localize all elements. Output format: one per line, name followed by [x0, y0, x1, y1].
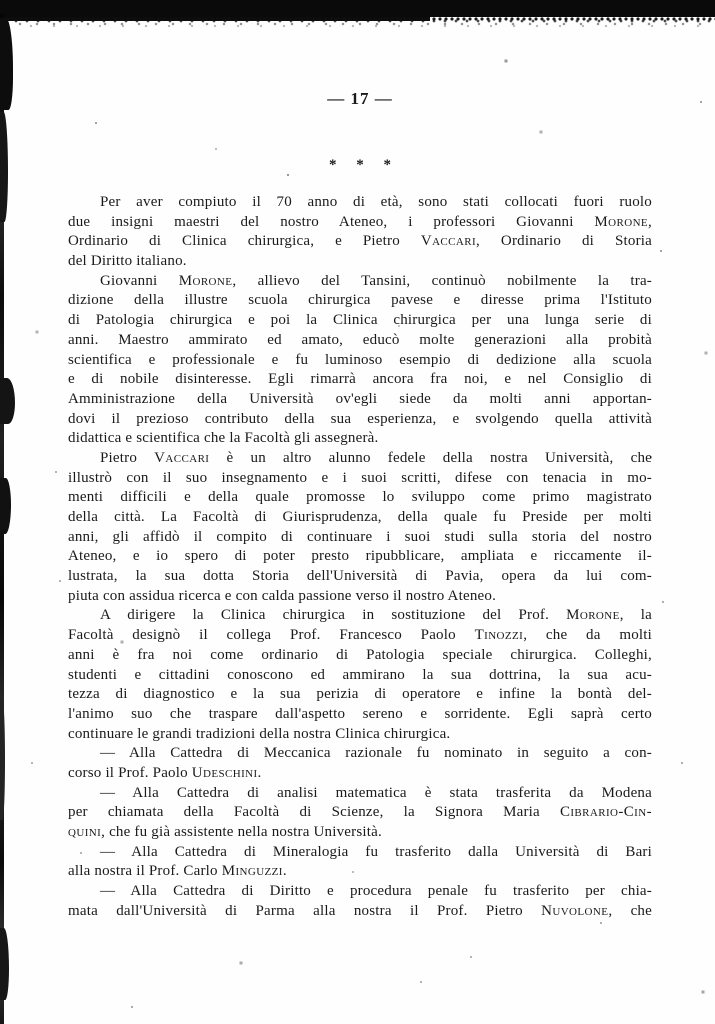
text-line: studenti e cittadini conoscono ed ammirano la sua dottrina, la sua acu-: [68, 666, 652, 683]
text-line: corso il Prof. Paolo Udeschini.: [68, 764, 262, 781]
text-line: Pietro Vaccari è un altro alunno fedele della nostra Università, che: [100, 449, 652, 466]
text-line: Amministrazione della Università ov'egli siede da molti anni apportan-: [68, 390, 652, 407]
text-line: Ordinario di Clinica chirurgica, e Pietro Vaccari, Ordinario di Storia: [68, 233, 652, 250]
scan-binding-blob: [0, 112, 8, 222]
text-line: l'animo suo che traspare dall'aspetto sereno e sorridente. Egli saprà certo: [68, 705, 652, 722]
text-line: Facoltà designò il collega Prof. Francesco Paolo Tinozzi, che da molti: [68, 627, 652, 644]
text-line: — Alla Cattedra di Diritto e procedura penale fu trasferito per chia-: [100, 883, 652, 900]
paragraph: [68, 744, 652, 783]
text-line: didattica e scientifica che la Facoltà gli assegnerà.: [68, 430, 379, 447]
text-line: Giovanni Morone, allievo del Tansini, continuò nobilmente la tra-: [100, 272, 652, 289]
person-name-smallcaps: Udeschini: [191, 764, 258, 781]
scan-binding-blob: [0, 478, 11, 534]
person-name-smallcaps: Morone: [178, 272, 233, 289]
page-number: — 17 —: [327, 89, 393, 108]
text-line: di Patologia chirurgica e poi la Clinica chirurgica per una lunga serie di: [68, 312, 652, 329]
paragraph: [68, 606, 652, 744]
person-name-smallcaps: Cibrario-Cin-: [559, 804, 652, 821]
text-line: alla nostra il Prof. Carlo Minguzzi.: [68, 863, 287, 880]
text-line: per chiamata della Facoltà di Scienze, la Signora Maria Cibrario-Cin-: [68, 804, 652, 821]
paragraph: [68, 784, 652, 843]
text-line: scientifica e professionale e fu luminoso esempio di dedizione alla scuola: [68, 351, 652, 368]
paragraph: [68, 882, 652, 921]
scan-binding-blob: [0, 928, 9, 1000]
scan-binding-blob: [0, 700, 5, 820]
text-line: anni, gli affidò il compito di continuare i suoi studi sulla storia del nostro: [68, 528, 652, 545]
text-line: — Alla Cattedra di analisi matematica è stata trasferita da Modena: [100, 784, 652, 801]
text-line: menti difficili e della quale promosse lo sviluppo come primo magistrato: [68, 489, 652, 506]
text-line: — Alla Cattedra di Mineralogia fu trasferito dalla Università di Bari: [100, 843, 652, 860]
person-name-smallcaps: Morone: [594, 213, 649, 230]
text-line: — Alla Cattedra di Meccanica razionale fu nominato in seguito a con-: [100, 745, 652, 762]
scan-binding-blob: [0, 18, 13, 110]
text-line: e di nobile disinteresse. Egli rimarrà ancora fra noi, e nel Consiglio di: [68, 371, 652, 388]
person-name-smallcaps: Morone: [566, 607, 620, 624]
text-line: Per aver compiuto il 70 anno di età, sono stati collocati fuori ruolo: [100, 194, 652, 210]
text-line: piuta con assidua ricerca e con calda passione verso il nostro Ateneo.: [68, 587, 497, 604]
paragraph: [68, 272, 652, 449]
text-line: del Diritto italiano.: [68, 253, 187, 270]
text-line: anni. Maestro ammirato ed amato, educò molte generazioni alla probità: [68, 331, 652, 348]
text-line: mata dall'Università di Parma alla nostra il Prof. Pietro Nuvolone, che: [68, 902, 652, 919]
text-line: dizione della illustre scuola chirurgica pavese e diresse prima l'Istituto: [68, 292, 652, 309]
scan-noise: [0, 0, 2, 2]
text-line: della città. La Facoltà di Giurisprudenza, della quale fu Preside per molti: [68, 509, 652, 525]
person-name-smallcaps: Tinozzi: [474, 627, 524, 644]
text-line: due insigni maestri del nostro Ateneo, i professori Giovanni Morone,: [68, 213, 652, 230]
person-name-smallcaps: Nuvolone: [541, 902, 609, 919]
text-line: dovi il prezioso contributo della sua esperienza, e svolgendo quella attività: [68, 410, 652, 427]
text-line: anni è fra noi come ordinario di Patologia speciale chirurgica. Colleghi,: [68, 646, 652, 663]
person-name-smallcaps: Vaccari: [154, 449, 210, 466]
text-line: lustrata, la sua dotta Storia dell'Università di Pavia, opera da lui com-: [68, 568, 652, 585]
text-block: [68, 193, 652, 921]
scan-edge-top: [0, 0, 715, 17]
text-line: Ateneo, e io spero di poter presto ripubblicare, ampliata e riccamente il-: [68, 548, 652, 565]
text-line: tezza di diagnostico e la sua perizia di operatore e infine la bontà del-: [68, 686, 652, 703]
person-name-smallcaps: quini: [68, 824, 102, 840]
paragraph: [68, 449, 652, 607]
scan-binding-blob: [0, 378, 15, 424]
person-name-smallcaps: Vaccari: [420, 233, 477, 250]
text-line: quini, che fu già assistente nella nostra Università.: [68, 824, 382, 840]
paragraph: [68, 193, 652, 272]
text-line: illustrò con il suo insegnamento e i suoi scritti, difese con tenacia in mo-: [68, 469, 652, 486]
paragraph: [68, 843, 652, 882]
text-line: A dirigere la Clinica chirurgica in sostituzione del Prof. Morone, la: [100, 607, 652, 624]
person-name-smallcaps: Minguzzi: [221, 863, 283, 880]
text-line: continuare le grandi tradizioni della nostra Clinica chirurgica.: [68, 725, 451, 742]
section-separator: * * *: [329, 157, 399, 173]
